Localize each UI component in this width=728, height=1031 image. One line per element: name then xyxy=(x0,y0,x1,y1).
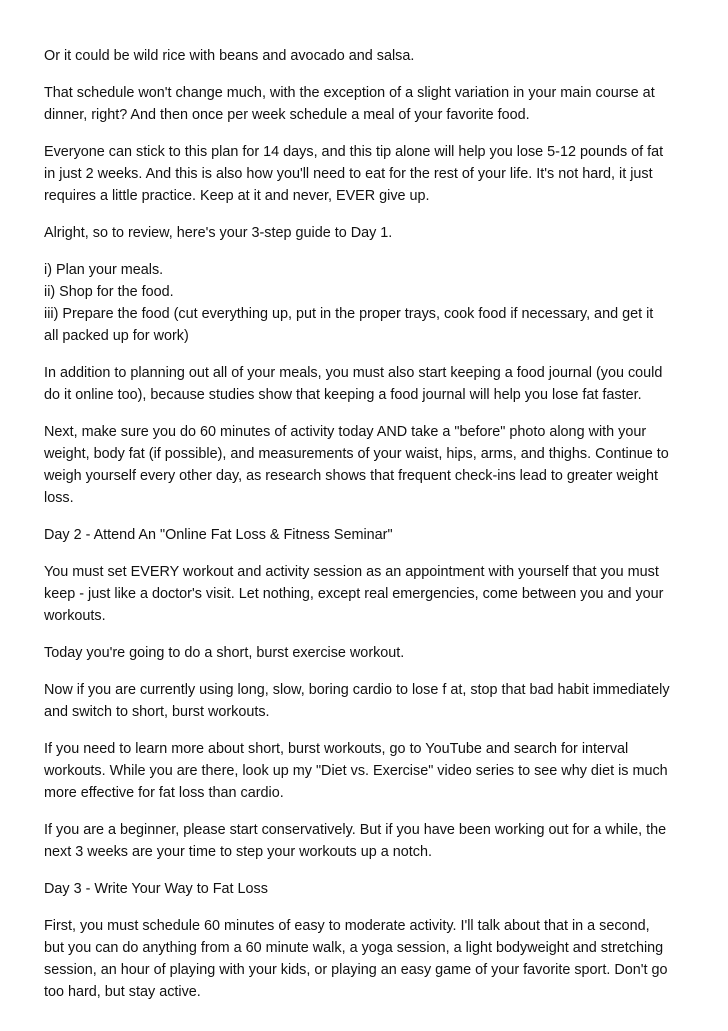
text-line: but you can do anything from a 60 minute walk, a yoga session, a light bodyweight and stretching xyxy=(44,940,664,956)
text-line: First, you must schedule 60 minutes of easy to moderate activity. I'll talk about that in a second, xyxy=(44,918,650,934)
text-line: weigh yourself every other day, as research shows that frequent check-ins lead to greater weight xyxy=(44,468,659,484)
text-line: Next, make sure you do 60 minutes of activity today AND take a "before" photo along with your xyxy=(44,424,647,440)
paragraph xyxy=(44,679,694,723)
text-line: dinner, right? And then once per week schedule a meal of your favorite food. xyxy=(44,107,530,123)
section-heading-day-3 xyxy=(44,878,694,900)
step-item: ii) Shop for the food. xyxy=(44,284,174,300)
text-line: Today you're going to do a short, burst exercise workout. xyxy=(44,645,405,661)
paragraph xyxy=(44,222,694,244)
text-line: do it online too), because studies show that keeping a food journal will help you lose fat faster. xyxy=(44,387,642,403)
step-item: iii) Prepare the food (cut everything up, put in the proper trays, cook food if necessary, and get it xyxy=(44,306,654,322)
text-line: Everyone can stick to this plan for 14 days, and this tip alone will help you lose 5-12 pounds of fat xyxy=(44,144,664,160)
step-item: all packed up for work) xyxy=(44,328,189,344)
paragraph xyxy=(44,82,694,126)
text-line: If you are a beginner, please start conservatively. But if you have been working out for a while, the xyxy=(44,822,667,838)
text-line: Now if you are currently using long, slow, boring cardio to lose f at, stop that bad habit immediately xyxy=(44,682,670,698)
paragraph xyxy=(44,45,694,67)
paragraph xyxy=(44,915,694,1003)
paragraph xyxy=(44,362,694,406)
paragraph xyxy=(44,738,694,804)
paragraph xyxy=(44,819,694,863)
text-line: Or it could be wild rice with beans and avocado and salsa. xyxy=(44,48,415,64)
text-line: workouts. While you are there, look up my "Diet vs. Exercise" video series to see why diet is much xyxy=(44,763,668,779)
text-line: too hard, but stay active. xyxy=(44,984,201,1000)
text-line: Alright, so to review, here's your 3-step guide to Day 1. xyxy=(44,225,393,241)
step-item: i) Plan your meals. xyxy=(44,262,164,278)
paragraph xyxy=(44,141,694,207)
paragraph xyxy=(44,421,694,509)
text-line: requires a little practice. Keep at it and never, EVER give up. xyxy=(44,188,430,204)
text-line: loss. xyxy=(44,490,74,506)
paragraph xyxy=(44,642,694,664)
section-heading-day-2 xyxy=(44,524,694,546)
text-line: in just 2 weeks. And this is also how you'll need to eat for the rest of your life. It's not hard, it just xyxy=(44,166,653,182)
heading-text: Day 3 - Write Your Way to Fat Loss xyxy=(44,881,268,897)
text-line: keep - just like a doctor's visit. Let nothing, except real emergencies, come between you and your xyxy=(44,586,664,602)
document-page xyxy=(44,45,694,1018)
text-line: weight, body fat (if possible), and measurements of your waist, hips, arms, and thighs. Continue to xyxy=(44,446,669,462)
step-list xyxy=(44,259,694,347)
heading-text: Day 2 - Attend An "Online Fat Loss & Fitness Seminar" xyxy=(44,527,393,543)
text-line: next 3 weeks are your time to step your workouts up a notch. xyxy=(44,844,432,860)
text-line: If you need to learn more about short, burst workouts, go to YouTube and search for interval xyxy=(44,741,629,757)
text-line: more effective for fat loss than cardio. xyxy=(44,785,284,801)
text-line: workouts. xyxy=(44,608,106,624)
text-line: session, an hour of playing with your kids, or playing an easy game of your favorite sport. Don't go xyxy=(44,962,668,978)
text-line: In addition to planning out all of your meals, you must also start keeping a food journal (you could xyxy=(44,365,663,381)
text-line: and switch to short, burst workouts. xyxy=(44,704,270,720)
text-line: That schedule won't change much, with the exception of a slight variation in your main course at xyxy=(44,85,655,101)
text-line: You must set EVERY workout and activity session as an appointment with yourself that you must xyxy=(44,564,659,580)
paragraph xyxy=(44,561,694,627)
